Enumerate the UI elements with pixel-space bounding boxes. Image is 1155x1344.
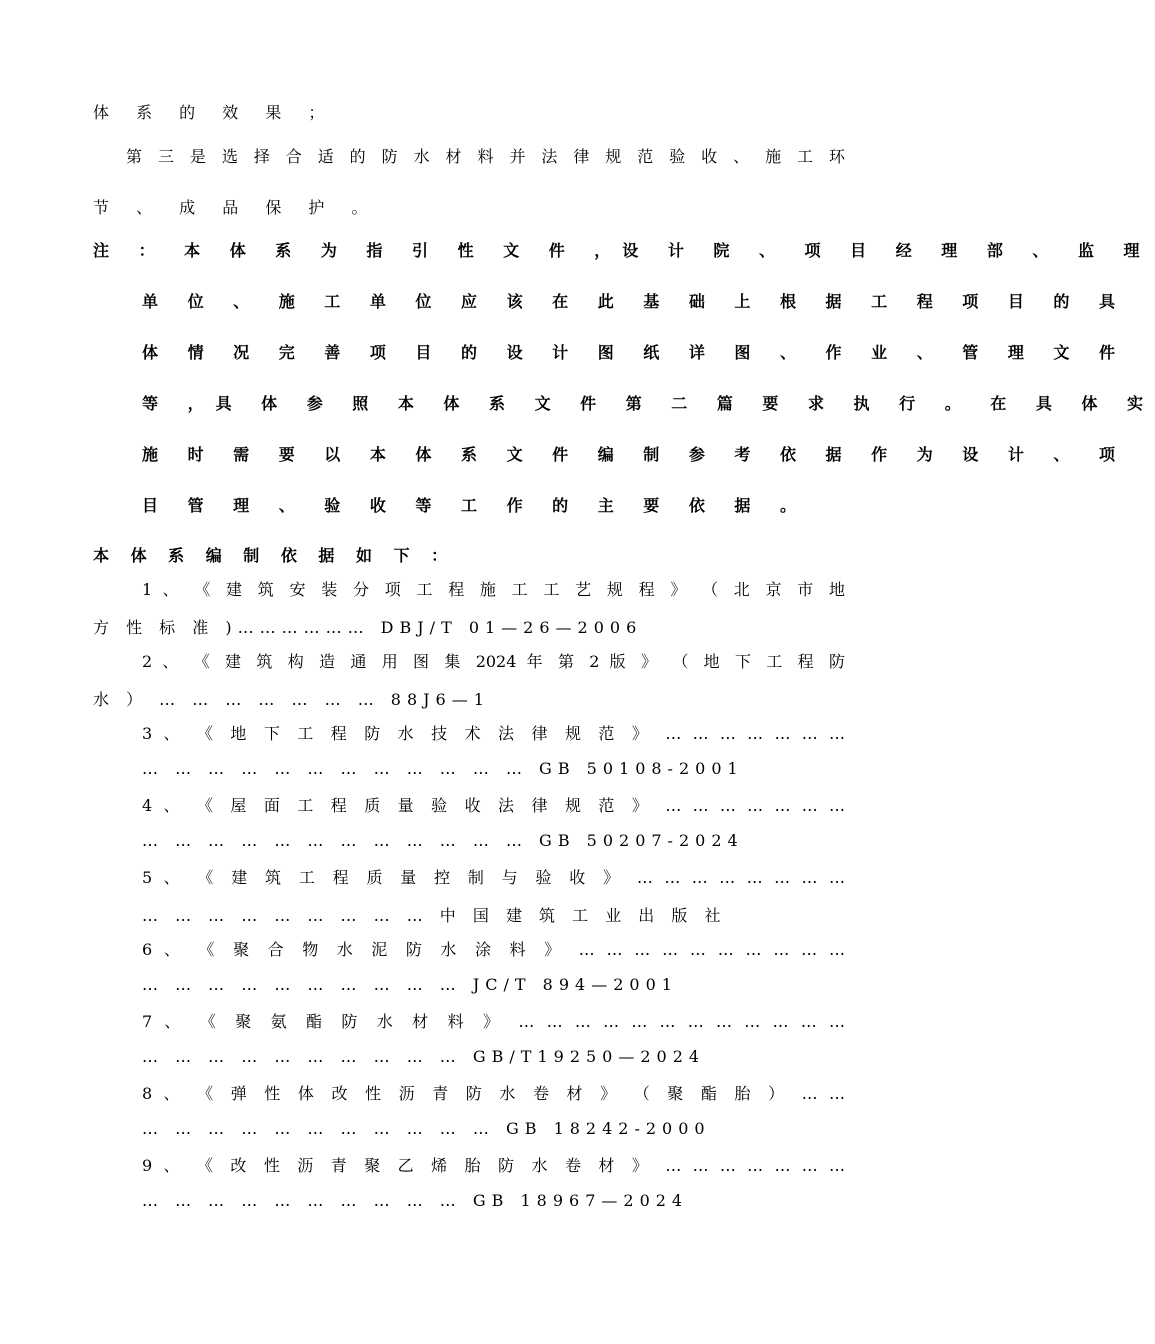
reference-item-5-line-2: … … … … … … … … … 中 国 建 筑 工 业 出 版 社	[142, 906, 727, 925]
reference-item-9-line-2: … … … … … … … … … … GB 18967—2024	[142, 1191, 689, 1210]
reference-item-7-line-2: … … … … … … … … … … GB/T19250—2024	[142, 1047, 706, 1066]
reference-item-2-line-2: 水 ） … … … … … … … 88J6—1	[93, 690, 490, 709]
text-line-3: 节 、 成 品 保 护 。	[93, 198, 379, 217]
note-line-1: 注 ： 本 体 系 为 指 引 性 文 件 ，设 计 院 、 项 目 经 理 部 、 监 理	[93, 241, 1152, 260]
reference-item-1-line-2: 方 性 标 准 )……………… DBJ/T 01—26—2006	[93, 618, 643, 637]
reference-item-5-line-1: 5 、 《 建 筑 工 程 质 量 控 制 与 验 收 》 … … … … … … … …	[142, 868, 845, 887]
basis-heading: 本 体 系 编 制 依 据 如 下 ：	[93, 546, 456, 565]
note-line-3: 体 情 况 完 善 项 目 的 设 计 图 纸 详 图 、 作 业 、 管 理 文 件	[142, 343, 1127, 362]
text-line-1: 体 系 的 效 果 ；	[93, 103, 336, 122]
reference-item-3-line-1: 3 、 《 地 下 工 程 防 水 技 术 法 律 规 范 》 … … … … … … …	[142, 724, 845, 743]
reference-item-9-line-1: 9 、 《 改 性 沥 青 聚 乙 烯 胎 防 水 卷 材 》 … … … … … … …	[142, 1156, 845, 1175]
note-line-4: 等 ，具 体 参 照 本 体 系 文 件 第 二 篇 要 求 执 行 。 在 具 体 实	[142, 394, 1155, 413]
note-line-5: 施 时 需 要 以 本 体 系 文 件 编 制 参 考 依 据 作 为 设 计 、 项	[142, 445, 1127, 464]
reference-item-6-line-1: 6 、 《 聚 合 物 水 泥 防 水 涂 料 》 … … … … … … … … … …	[142, 940, 845, 959]
reference-item-4-line-1: 4 、 《 屋 面 工 程 质 量 验 收 法 律 规 范 》 … … … … … … …	[142, 796, 845, 815]
reference-item-8-line-2: … … … … … … … … … … … GB 18242-2000	[142, 1119, 711, 1138]
reference-item-1-line-1: 1 、 《 建 筑 安 装 分 项 工 程 施 工 工 艺 规 程 》 （ 北 京 市 地	[142, 580, 845, 599]
reference-item-8-line-1: 8 、 《 弹 性 体 改 性 沥 青 防 水 卷 材 》 （ 聚 酯 胎 ） … …	[142, 1084, 845, 1103]
reference-item-2-line-1: 2 、 《 建 筑 构 造 通 用 图 集 2024 年 第 2 版 》 （ 地 下 工 程 防	[142, 652, 845, 671]
reference-item-6-line-2: … … … … … … … … … … JC/T 894—2001	[142, 975, 678, 994]
reference-item-7-line-1: 7 、 《 聚 氨 酯 防 水 材 料 》 … … … … … … … … … … … …	[142, 1012, 845, 1031]
reference-item-3-line-2: … … … … … … … … … … … … GB 50108-2001	[142, 759, 744, 778]
note-line-2: 单 位 、 施 工 单 位 应 该 在 此 基 础 上 根 据 工 程 项 目 的 具	[142, 292, 1127, 311]
note-line-6: 目 管 理 、 验 收 等 工 作 的 主 要 依 据 。	[142, 496, 808, 515]
text-line-2: 第 三 是 选 择 合 适 的 防 水 材 料 并 法 律 规 范 验 收 、 施 工 环	[126, 147, 845, 166]
reference-item-4-line-2: … … … … … … … … … … … … GB 50207-2024	[142, 831, 744, 850]
